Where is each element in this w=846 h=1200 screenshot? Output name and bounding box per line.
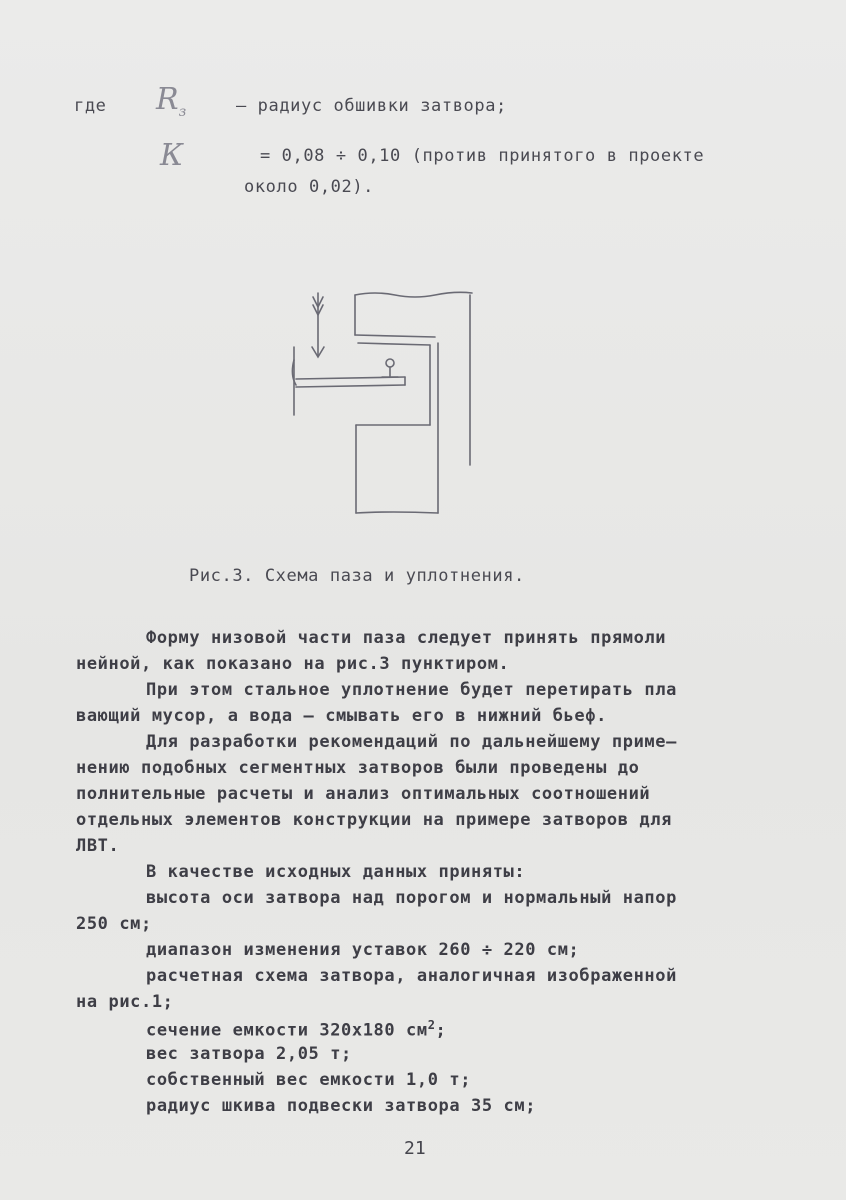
body-line-9: ЛВТ. — [76, 836, 120, 856]
girder-bottom — [296, 385, 405, 387]
body-line-8: отдельных элементов конструкции на примере затворов для — [76, 810, 672, 830]
lower-wall-bottom — [356, 512, 438, 513]
body-line-4: вающий мусор, а вода – смывать его в нижний бьеф. — [76, 706, 607, 726]
body-line-13: диапазон изменения уставок 260 ÷ 220 см; — [146, 940, 580, 960]
k-description-line2: около 0,02). — [244, 177, 375, 197]
r-description: – радиус обшивки затвора; — [236, 96, 507, 116]
body-line-14: расчетная схема затвора, аналогичная изображенной — [146, 966, 677, 986]
body-line-17: вес затвора 2,05 т; — [146, 1044, 352, 1064]
wall-top-edge — [355, 292, 472, 297]
groove-ceiling — [355, 335, 435, 337]
section-text: сечение емкости 320х180 см — [146, 1020, 428, 1041]
figure-caption: Рис.3. Схема паза и уплотнения. — [189, 566, 525, 586]
seal-bulb — [386, 359, 394, 367]
body-line-6: нению подобных сегментных затворов были проведены до — [76, 758, 640, 778]
body-line-10: В качестве исходных данных приняты: — [146, 862, 526, 882]
body-line-2: нейной, как показано на рис.3 пунктиром. — [76, 654, 510, 674]
body-line-19: радиус шкива подвески затвора 35 см; — [146, 1096, 537, 1116]
body-line-16 — [146, 1018, 446, 1041]
body-line-3: При этом стальное уплотнение будет перетирать пла — [146, 680, 677, 700]
body-line-15: на рис.1; — [76, 992, 174, 1012]
body-line-1: Форму низовой части паза следует принять прямоли — [146, 628, 667, 648]
where-word: где — [74, 96, 107, 116]
superscript-two: 2 — [427, 1018, 436, 1032]
k-symbol: К — [160, 138, 184, 173]
body-line-18: собственный вес емкости 1,0 т; — [146, 1070, 472, 1090]
page-number: 21 — [404, 1138, 426, 1159]
body-line-12: 250 см; — [76, 914, 152, 934]
body-line-11: высота оси затвора над порогом и нормальный напор — [146, 888, 677, 908]
section-end: ; — [435, 1020, 447, 1041]
body-line-5: Для разработки рекомендаций по дальнейшему приме– — [146, 732, 677, 752]
body-line-7: полнительные расчеты и анализ оптимальных соотношений — [76, 784, 651, 804]
k-description-line1: = 0,08 ÷ 0,10 (против принятого в проекте — [260, 146, 705, 166]
groove-seal-diagram — [280, 285, 480, 515]
groove-ceiling-inner — [358, 343, 430, 345]
r-symbol: $R_з$ — [156, 82, 187, 120]
